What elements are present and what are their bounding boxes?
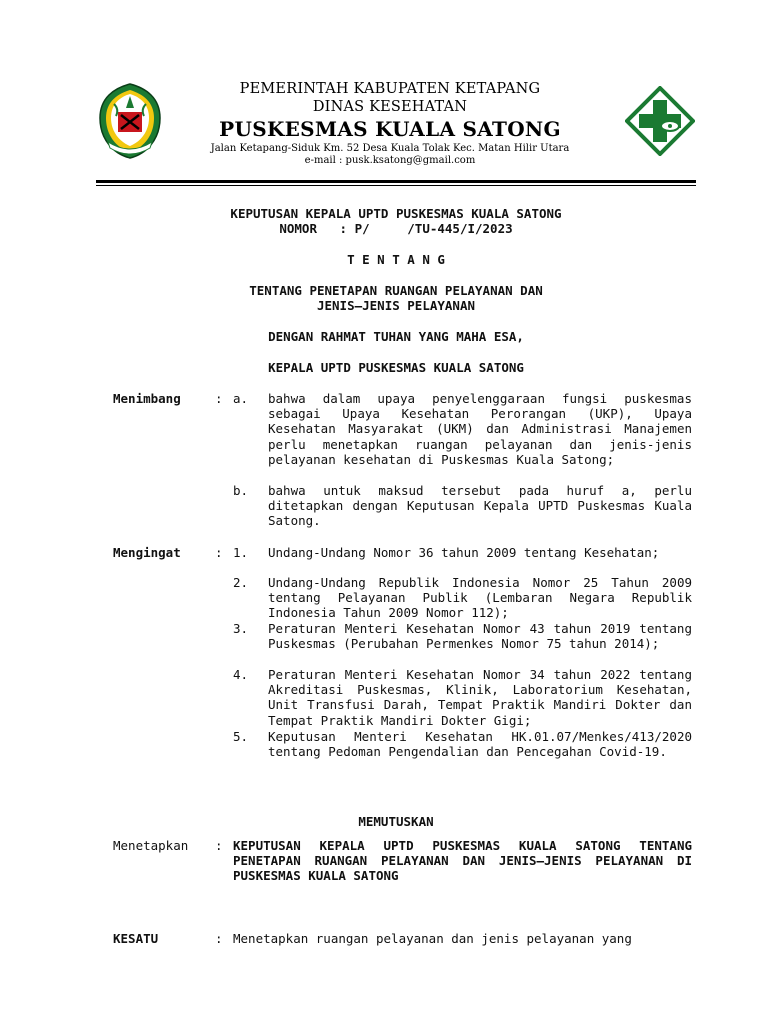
kesatu-text: Menetapkan ruangan pelayanan dan jenis pelayanan yang (233, 931, 632, 946)
letterhead (170, 80, 610, 167)
mengingat-marker-3: 3. (233, 621, 249, 636)
mengingat-label: Mengingat (113, 545, 181, 560)
kabupaten-ketapang-emblem-icon (96, 82, 164, 160)
letterhead-rule-thick (96, 180, 696, 183)
mengingat-item-5: Keputusan Menteri Kesehatan HK.01.07/Menkes/413/2020 tentang Pedoman Pengendalian dan Pencegahan Covid-19. (268, 729, 692, 760)
decree-subject-line1: TENTANG PENETAPAN RUANGAN PELAYANAN DAN (249, 283, 543, 298)
puskesmas-logo-icon (625, 86, 695, 156)
decree-number: NOMOR : P/ /TU-445/I/2023 (279, 221, 513, 236)
mengingat-item-4: Peraturan Menteri Kesehatan Nomor 34 tahun 2022 tentang Akreditasi Puskesmas, Klinik, Laboratorium Kesehatan, Unit Transfusi Darah, Tempat Praktik Mandiri Dokter dan Tempat Praktik Mandiri Dokter Gigi; (268, 667, 692, 728)
menimbang-label: Menimbang (113, 391, 181, 406)
letterhead-rule-thin (96, 185, 696, 186)
mengingat-item-2: Undang-Undang Republik Indonesia Nomor 25 Tahun 2009 tentang Pelayanan Publik (Lembaran Negara Republik Indonesia Tahun 2009 Nomor 112); (268, 575, 692, 621)
menetapkan-label: Menetapkan (113, 838, 189, 853)
mengingat-colon: : (215, 545, 223, 560)
mengingat-marker-5: 5. (233, 729, 249, 744)
menimbang-item-b: bahwa untuk maksud tersebut pada huruf a, perlu ditetapkan dengan Keputusan Kepala UPTD Puskesmas Kuala Satong. (268, 483, 692, 529)
menimbang-colon: : (215, 391, 223, 406)
menimbang-item-a: bahwa dalam upaya penyelenggaraan fungsi puskesmas sebagai Upaya Kesehatan Perorangan (UKP), Upaya Kesehatan Masyarakat (UKM) dan Administrasi Manajemen perlu menetapkan ruangan pelayanan dan jenis-jenis pelayanan kesehatan di Puskesmas Kuala Satong; (268, 391, 692, 467)
rahmat-line: DENGAN RAHMAT TUHAN YANG MAHA ESA, (268, 329, 524, 344)
kesatu-label: KESATU (113, 931, 159, 946)
mengingat-marker-1: 1. (233, 545, 249, 560)
menetapkan-colon: : (215, 838, 223, 853)
institution-address: Jalan Ketapang-Siduk Km. 52 Desa Kuala Tolak Kec. Matan Hilir Utara (210, 143, 570, 154)
decree-title: KEPUTUSAN KEPALA UPTD PUSKESMAS KUALA SATONG (230, 206, 562, 221)
institution-email: e-mail : pusk.ksatong@gmail.com (304, 155, 476, 166)
institution-name: PUSKESMAS KUALA SATONG (219, 117, 561, 141)
memutuskan-heading: MEMUTUSKAN (358, 814, 434, 829)
tentang-heading: T E N T A N G (347, 252, 445, 267)
mengingat-item-1: Undang-Undang Nomor 36 tahun 2009 tentang Kesehatan; (268, 545, 660, 560)
decree-subject-line2: JENIS–JENIS PELAYANAN (316, 298, 476, 313)
mengingat-marker-4: 4. (233, 667, 249, 682)
kesatu-colon: : (215, 931, 223, 946)
menimbang-marker-b: b. (233, 483, 249, 498)
menimbang-marker-a: a. (233, 391, 249, 406)
menetapkan-text: KEPUTUSAN KEPALA UPTD PUSKESMAS KUALA SATONG TENTANG PENETAPAN RUANGAN PELAYANAN DAN JENIS–JENIS PELAYANAN DI PUSKESMAS KUALA SATONG (233, 838, 692, 884)
mengingat-item-3: Peraturan Menteri Kesehatan Nomor 43 tahun 2019 tentang Puskesmas (Perubahan Permenkes Nomor 75 tahun 2014); (268, 621, 692, 652)
government-name: PEMERINTAH KABUPATEN KETAPANG (239, 81, 541, 97)
department-name: DINAS KESEHATAN (312, 99, 468, 115)
kepala-line: KEPALA UPTD PUSKESMAS KUALA SATONG (268, 360, 524, 375)
mengingat-marker-2: 2. (233, 575, 249, 590)
